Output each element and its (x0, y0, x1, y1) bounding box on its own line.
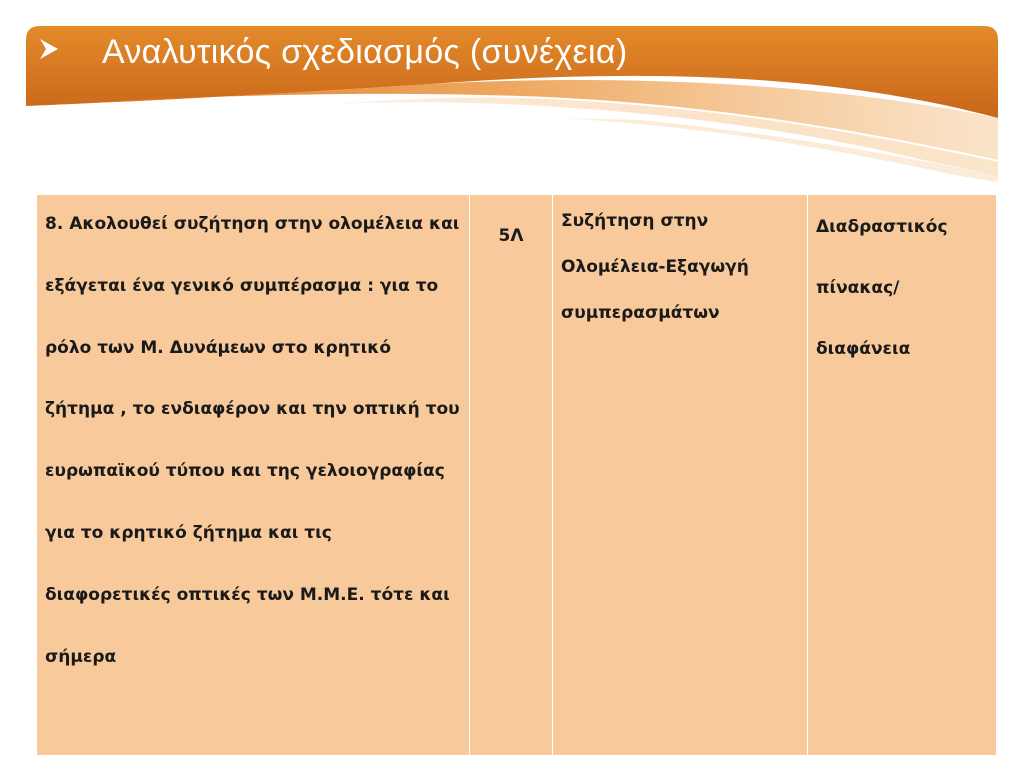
duration-cell (470, 195, 553, 756)
materials-text: Διαδραστικός πίνακας/ διαφάνεια (816, 217, 948, 359)
slide-title-row (38, 22, 627, 82)
method-cell (553, 195, 808, 756)
method-text: Συζήτηση στην Ολομέλεια-Εξαγωγή συμπερασμάτων (561, 211, 749, 323)
table-row (37, 195, 997, 756)
slide-title: Αναλυτικός σχεδιασμός (συνέχεια) (102, 32, 628, 71)
lesson-plan-table (36, 194, 997, 756)
activity-text: 8. Ακολουθεί συζήτηση στην ολομέλεια και εξάγεται ένα γενικό συμπέρασμα : για το ρόλο των Μ. Δυνάμεων στο κρητικό ζήτημα , το ενδιαφέρον και την οπτική του ευρωπαϊκού τύπου και της γελοιογραφίας για το κρητικό ζήτημα και τις διαφορετικές οπτικές των Μ.Μ.Ε. τότε και σήμερα (45, 214, 460, 667)
duration-text: 5Λ (498, 226, 524, 246)
arrowhead-bullet-icon (38, 35, 78, 69)
activity-cell (37, 195, 470, 756)
materials-cell (808, 195, 997, 756)
